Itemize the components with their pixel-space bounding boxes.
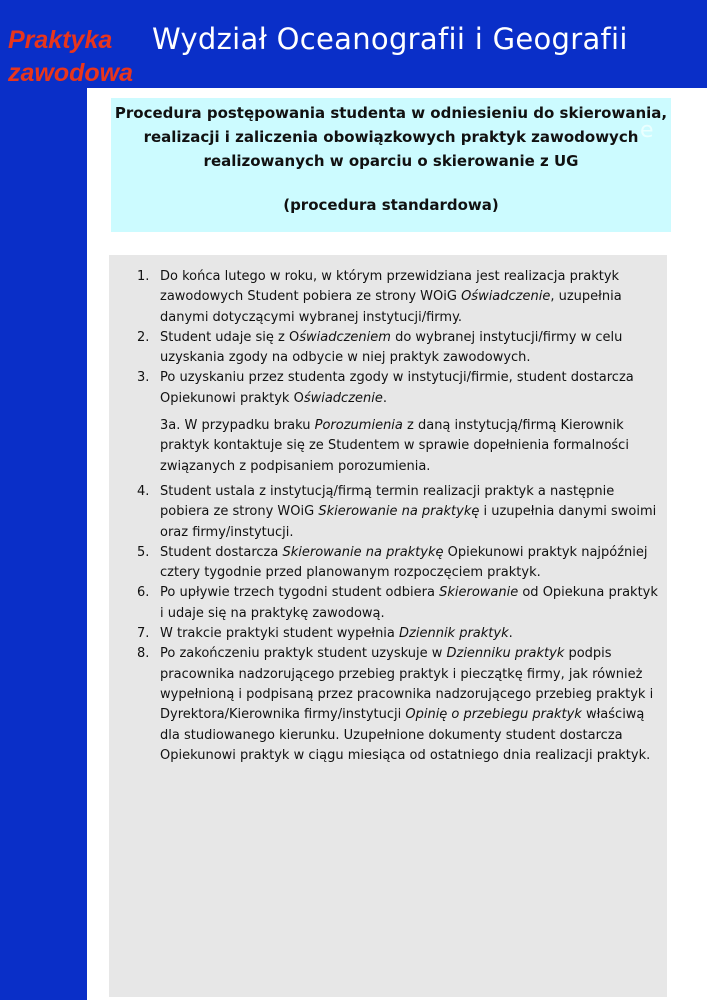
step-text: Po upływie trzech tygodni student odbiera — [160, 585, 440, 601]
step-text-italic: Skierowanie na praktykę — [282, 544, 444, 560]
step-text: z daną instytucją/firmą Kierownik praktyk kontaktuje się ze Studentem w sprawie dopełnienia formalności związanych z podpisaniem porozumienia. — [160, 418, 629, 474]
procedure-step — [133, 267, 663, 328]
procedure-step — [133, 583, 663, 624]
step-text: Student ustala z instytucją/firmą termin realizacji praktyk a następnie pobiera ze strony WOiG — [160, 483, 615, 520]
step-text: . — [508, 626, 513, 642]
step-text-italic: Dzienniku praktyk — [446, 646, 565, 662]
step-text: właściwą dla studiowanego kierunku. Uzupełnione dokumenty student dostarcza Opiekunowi praktyk w ciągu miesiąca od ostatniego dnia realizacji praktyk. — [160, 707, 651, 763]
step-text: Student udaje się z O — [160, 329, 300, 345]
step-number: 3. — [137, 370, 150, 386]
step-text: Opiekunowi praktyk najpóźniej cztery tygodnie przed planowanym rozpoczęciem praktyk. — [160, 544, 648, 581]
step-text: podpis pracownika nadzorującego przebieg praktyk i pieczątkę firmy, jak również wypełnioną i podpisaną przez pracownika nadzorującego przebieg praktyk i Dyrektora/Kierownika firmy/instytucji — [160, 646, 654, 723]
step-number: 5. — [137, 544, 150, 560]
step-text-italic: świadczenie — [303, 390, 383, 406]
step-text: Do końca lutego w roku, w którym przewidziana jest realizacja praktyk zawodowych Student pobiera ze strony WOiG — [160, 269, 620, 305]
title-line-2: realizacji i zaliczenia obowiązkowych praktyk zawodowych — [143, 128, 639, 146]
step-text: do wybranej instytucji/firmy w celu uzyskania zgody na odbycie w niej praktyk zawodowych. — [160, 329, 623, 366]
step-text: Student dostarcza — [160, 544, 283, 560]
procedure-steps-box — [109, 255, 667, 997]
procedure-step — [133, 328, 663, 369]
procedure-substep — [133, 416, 663, 477]
step-text: Po uzyskaniu przez studenta zgody w instytucji/firmie, student dostarcza Opiekunowi praktyk O — [160, 370, 634, 406]
step-text: i uzupełnia danymi swoimi oraz firmy/instytucji. — [160, 504, 657, 540]
procedure-step — [133, 543, 663, 584]
step-text-italic: Skierowanie na praktykę — [318, 504, 480, 520]
procedure-subtitle: (procedura standardowa) — [283, 196, 499, 214]
stray-letter: e — [640, 118, 654, 143]
title-line-3: realizowanych w oparciu o skierowanie z UG — [203, 152, 579, 170]
step-text-italic: Skierowanie — [439, 585, 519, 601]
step-number: 8. — [137, 646, 150, 662]
step-text: W trakcie praktyki student wypełnia — [160, 626, 400, 642]
badge-line-1: Praktyka — [8, 26, 113, 54]
section-badge — [8, 24, 133, 90]
step-text: od Opiekuna praktyk i udaje się na praktykę zawodową. — [160, 585, 658, 621]
step-text-italic: Dziennik praktyk — [399, 626, 509, 642]
step-text-italic: świadczeniem — [299, 329, 391, 345]
step-number: 1. — [137, 269, 150, 284]
stray-dot: . — [650, 74, 657, 98]
step-number: 7. — [137, 626, 150, 642]
step-text-italic: Opinię o przebiegu praktyk — [405, 707, 582, 723]
procedure-step — [133, 368, 663, 409]
title-line-1: Procedura postępowania studenta w odniesieniu do skierowania, — [114, 104, 668, 122]
badge-line-2: zawodowa — [8, 59, 134, 87]
faculty-title: Wydział Oceanografii i Geografii — [152, 22, 628, 56]
step-number: 2. — [137, 329, 150, 345]
procedure-steps-list — [133, 267, 663, 766]
procedure-step — [133, 482, 663, 543]
step-text-italic: Oświadczenie — [461, 289, 551, 305]
procedure-step — [133, 644, 663, 766]
procedure-step — [133, 624, 663, 644]
step-text: 3a. W przypadku braku — [160, 418, 315, 434]
step-text-italic: Porozumienia — [314, 418, 403, 434]
step-text: Po zakończeniu praktyk student uzyskuje w — [160, 646, 447, 662]
step-text: . — [382, 390, 388, 406]
step-number: 6. — [137, 585, 150, 601]
step-number: 4. — [137, 483, 150, 499]
procedure-title-box — [111, 98, 671, 232]
step-text: , uzupełnia danymi dotyczącymi wybranej instytucji/firmy. — [160, 289, 622, 325]
